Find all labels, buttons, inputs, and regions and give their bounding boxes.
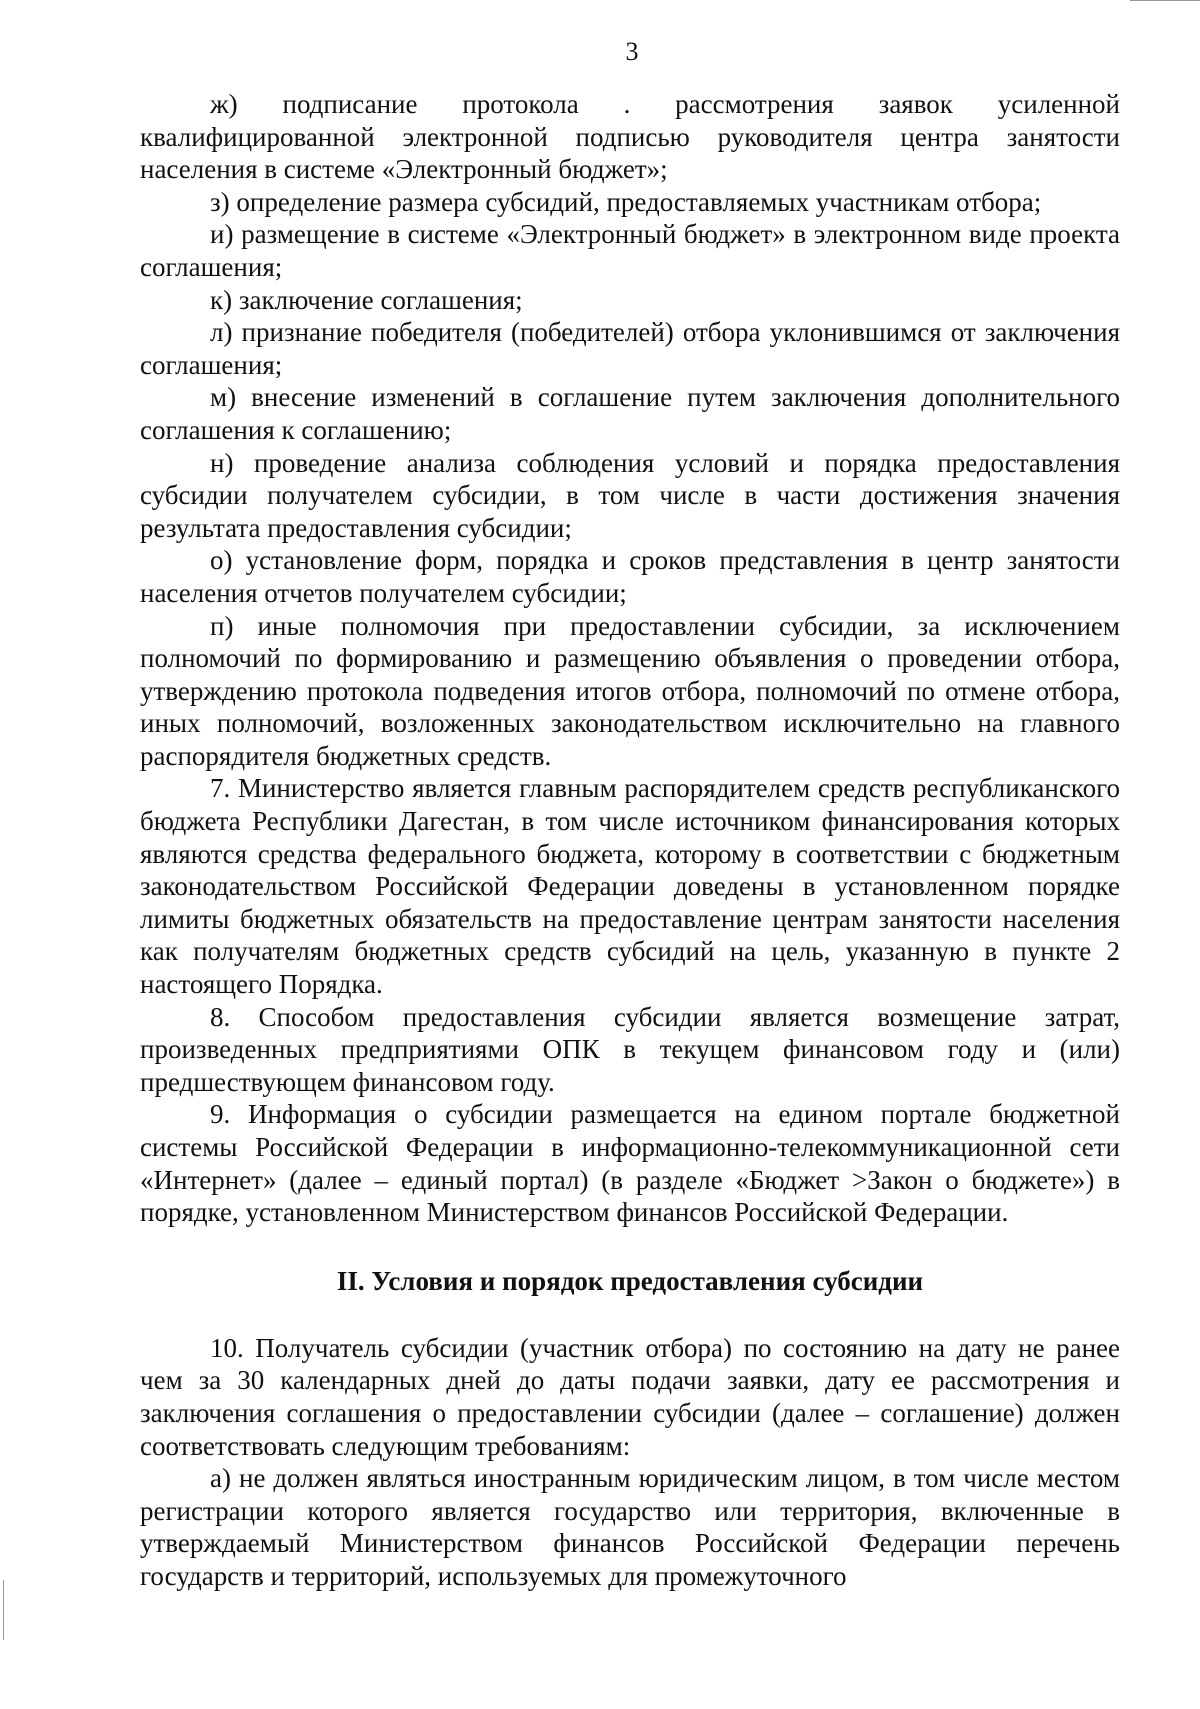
paragraph-n: н) проведение анализа соблюдения условий и порядка предоставления субсидии получателем субсидии, в том числе в части достижения значения результата предоставления субсидии; xyxy=(140,447,1120,543)
scan-edge-mark-top xyxy=(1130,0,1200,1)
paragraph-8: 8. Способом предоставления субсидии является возмещение затрат, произведенных предприятиями ОПК в текущем финансовом году и (или) предшествующем финансовом году. xyxy=(140,1001,1120,1097)
paragraph-z: з) определение размера субсидий, предоставляемых участникам отбора; xyxy=(210,186,1042,217)
paragraph-p: п) иные полномочия при предоставлении субсидии, за исключением полномочий по формированию и размещению объявления о проведении отбора, утверждению протокола подведения итогов отбора, полномочий по отмене отбора, иных полномочий, возложенных законодательством исключительно на главного распорядителя бюджетных средств. xyxy=(140,610,1120,771)
paragraph-a: а) не должен являться иностранным юридическим лицом, в том числе местом регистрации которого является государство или территория, включенные в утверждаемый Министерством финансов Российской Федерации перечень государств и территорий, используемых для промежуточного xyxy=(140,1463,1120,1591)
paragraph-i: и) размещение в системе «Электронный бюджет» в электронном виде проекта соглашения; xyxy=(140,219,1120,282)
paragraph-k: к) заключение соглашения; xyxy=(210,284,523,315)
paragraph-l: л) признание победителя (победителей) отбора уклонившимся от заключения соглашения; xyxy=(140,317,1120,380)
paragraph-7: 7. Министерство является главным распорядителем средств республиканского бюджета Республики Дагестан, в том числе источником финансирования которых являются средства федерального бюджета, которому в соответствии с бюджетным законодательством Российской Федерации доведены в установленном порядке лимиты бюджетных обязательств на предоставление центрам занятости населения как получателям бюджетных средств субсидий на цель, указанную в пункте 2 настоящего Порядка. xyxy=(140,773,1120,1000)
document-body xyxy=(140,88,1120,1593)
paragraph-o: о) установление форм, порядка и сроков представления в центр занятости населения отчетов получателем субсидии; xyxy=(140,545,1120,608)
section-heading: II. Условия и порядок предоставления субсидии xyxy=(336,1265,924,1296)
paragraph-9: 9. Информация о субсидии размещается на едином портале бюджетной системы Российской Федерации в информационно-телекоммуникационной сети «Интернет» (далее – единый портал) (в разделе «Бюджет >Закон о бюджете») в порядке, установленном Министерством финансов Российской Федерации. xyxy=(140,1099,1120,1228)
paragraph-10: 10. Получатель субсидии (участник отбора) по состоянию на дату не ранее чем за 30 календарных дней до даты подачи заявки, дату ее рассмотрения и заключения соглашения о предоставлении субсидии (далее – соглашение) должен соответствовать следующим требованиям: xyxy=(140,1332,1120,1461)
page-number: 3 xyxy=(625,37,639,66)
paragraph-m: м) внесение изменений в соглашение путем заключения дополнительного соглашения к соглашению; xyxy=(140,382,1120,445)
scan-edge-mark-left xyxy=(3,1580,4,1640)
paragraph-zh: ж) подписание протокола . рассмотрения заявок усиленной квалифицированной электронной подписью руководителя центра занятости населения в системе «Электронный бюджет»; xyxy=(140,89,1120,185)
